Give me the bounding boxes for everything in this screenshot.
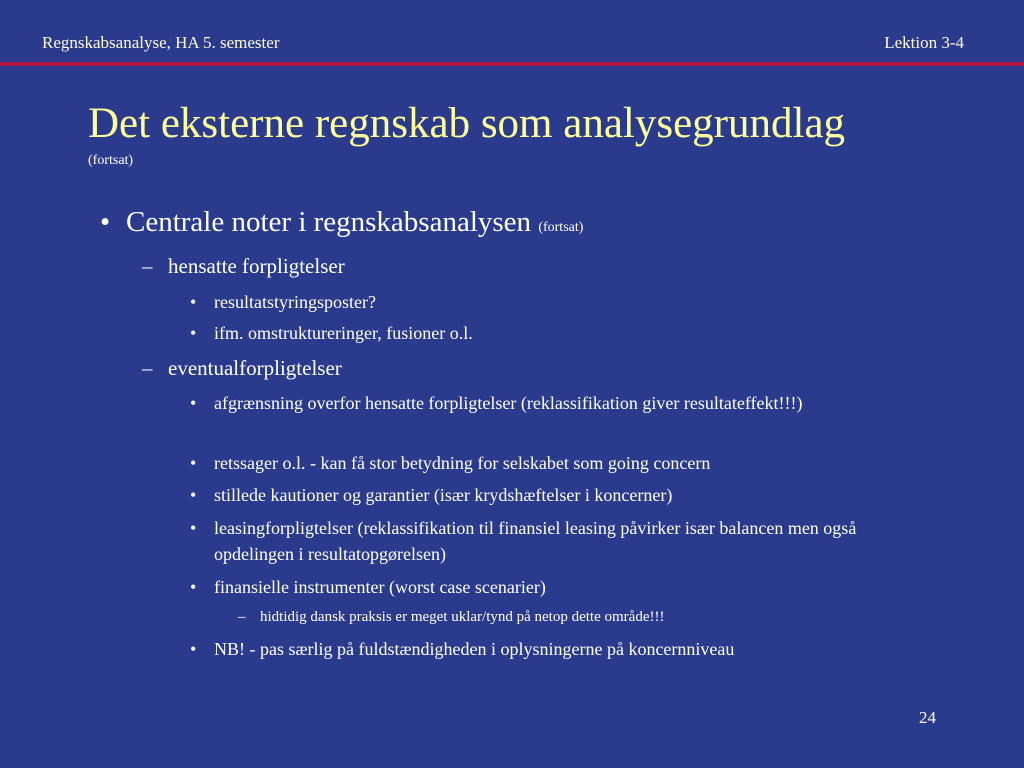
bullet-marker: • bbox=[190, 577, 197, 597]
list-item-text: NB! - pas særlig på fuldstændigheden i oplysningerne på koncernniveau bbox=[214, 639, 735, 659]
bullet-text: Centrale noter i regnskabsanalysen bbox=[126, 206, 532, 238]
slide-title: Det eksterne regnskab som analysegrundlag bbox=[88, 100, 846, 147]
bullet-marker: • bbox=[190, 453, 197, 473]
header-divider bbox=[0, 62, 1024, 66]
sub-item-text: hensatte forpligtelser bbox=[168, 254, 345, 278]
bullet-marker: • bbox=[190, 292, 197, 312]
list-item-text: finansielle instrumenter (worst case scenarier) bbox=[214, 577, 546, 597]
list-item-text: stillede kautioner og garantier (især krydshæftelser i koncerner) bbox=[214, 485, 673, 505]
bullet-marker: • bbox=[190, 393, 197, 413]
slide-header-left: Regnskabsanalyse, HA 5. semester bbox=[42, 33, 280, 52]
dash-marker: – bbox=[142, 254, 153, 278]
list-item-text: leasingforpligtelser (reklassifikation til finansiel leasing påvirker især balancen men også opdelingen i resultatopgørelsen) bbox=[214, 518, 857, 564]
bullet-marker: • bbox=[100, 206, 111, 238]
bullet-marker: • bbox=[190, 639, 197, 659]
sub-item-text: eventualforpligtelser bbox=[168, 356, 342, 380]
page-number: 24 bbox=[919, 708, 936, 727]
bullet-note: (fortsat) bbox=[538, 220, 584, 235]
slide-header-right: Lektion 3-4 bbox=[884, 33, 964, 52]
dash-marker: – bbox=[142, 356, 153, 380]
dash-marker: – bbox=[238, 609, 246, 625]
slide-subtitle: (fortsat) bbox=[88, 153, 134, 168]
bullet-marker: • bbox=[190, 485, 197, 505]
list-item-text: resultatstyringsposter? bbox=[214, 292, 376, 312]
list-item-text: retssager o.l. - kan få stor betydning for selskabet som going concern bbox=[214, 453, 711, 473]
bullet-marker: • bbox=[190, 323, 197, 343]
list-item-text: ifm. omstruktureringer, fusioner o.l. bbox=[214, 323, 473, 343]
list-item-text: afgrænsning overfor hensatte forpligtelser (reklassifikation giver resultateffekt!!!) bbox=[214, 393, 803, 413]
bullet-marker: • bbox=[190, 518, 197, 538]
sub-sub-item-text: hidtidig dansk praksis er meget uklar/tynd på netop dette område!!! bbox=[260, 609, 665, 625]
